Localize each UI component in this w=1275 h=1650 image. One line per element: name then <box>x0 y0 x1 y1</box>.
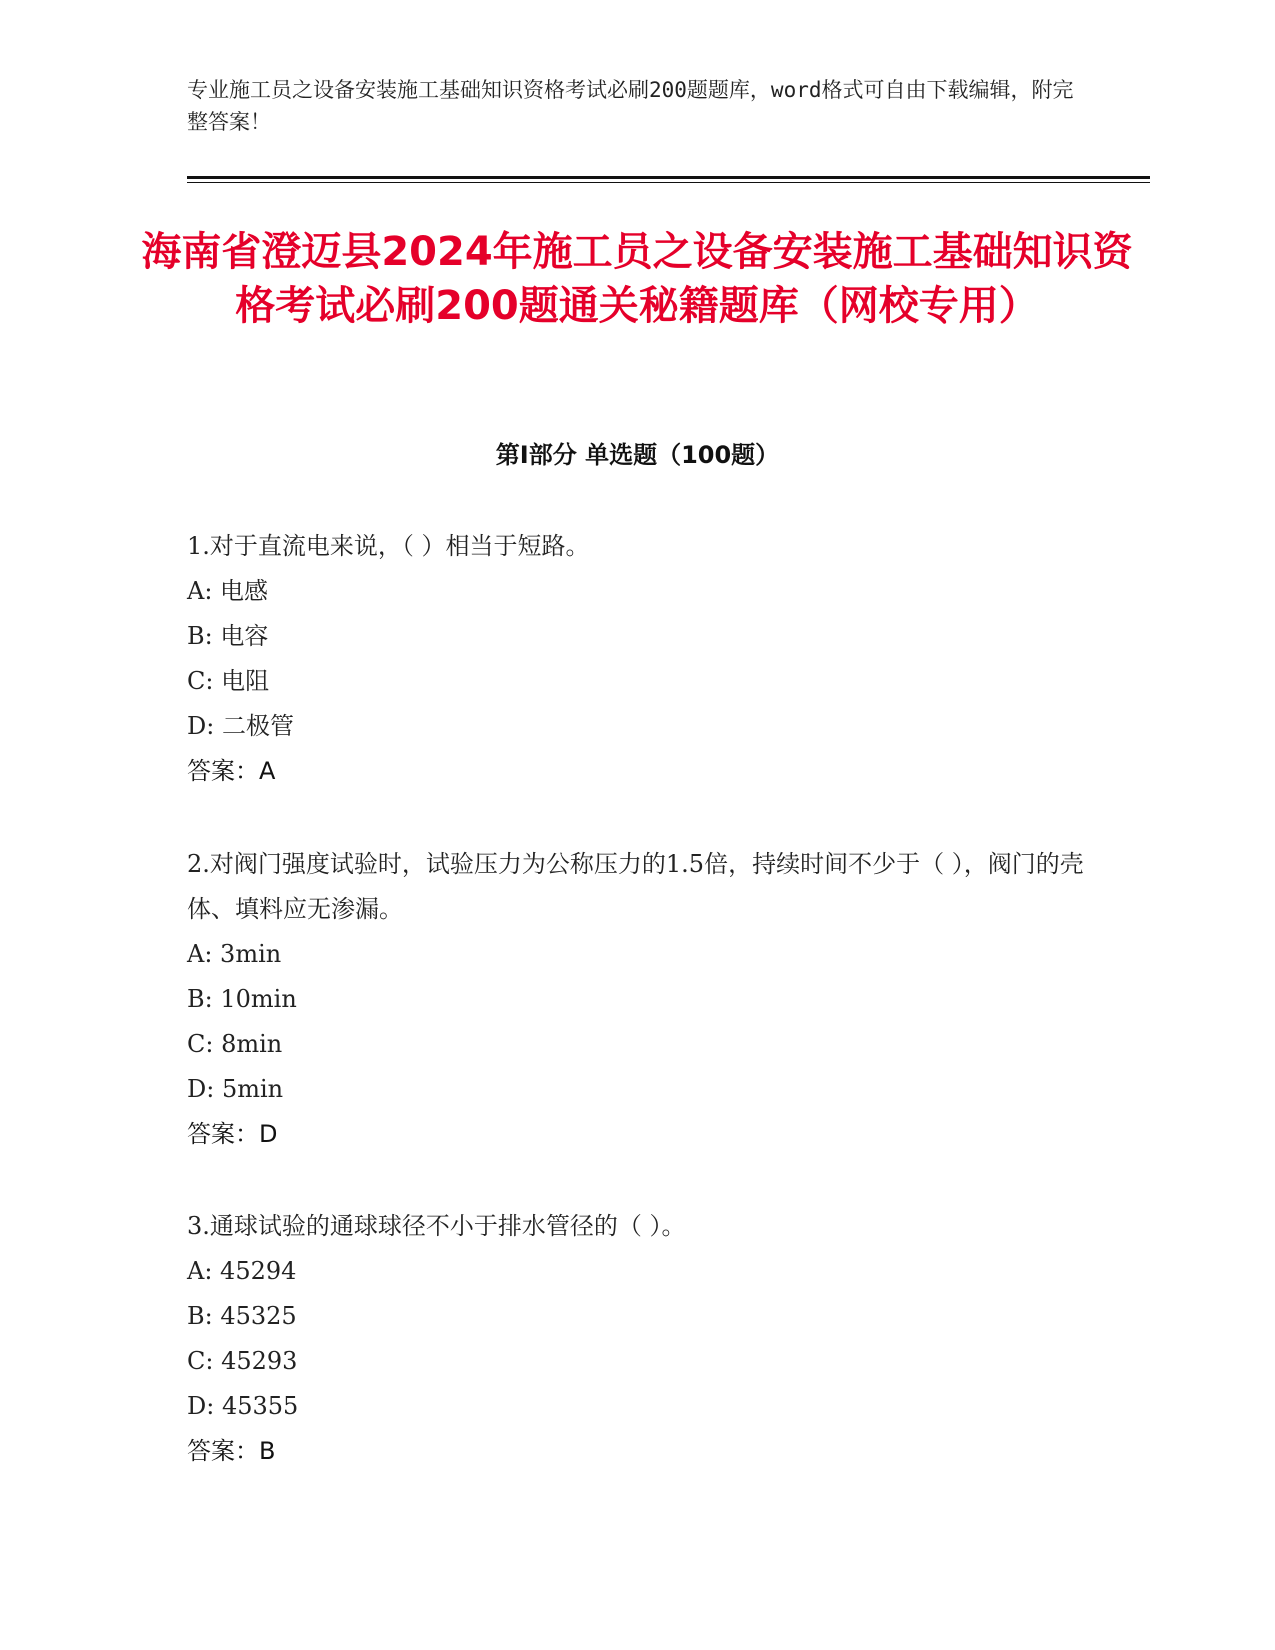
option-d: D: 5min <box>187 1075 284 1103</box>
question-block <box>187 1204 1087 1474</box>
question-stem: 1.对于直流电来说，（ ）相当于短路。 <box>187 532 590 560</box>
option-b: B: 10min <box>187 985 297 1013</box>
option-c: C: 45293 <box>187 1347 298 1375</box>
option-b: B: 45325 <box>187 1302 297 1330</box>
question-block <box>187 524 1087 794</box>
document-title: 海南省澄迈县2024年施工员之设备安装施工基础知识资格考试必刷200题通关秘籍题库（网校专用） <box>141 229 1133 329</box>
option-d: D: 二极管 <box>187 712 294 740</box>
option-b: B: 电容 <box>187 622 269 650</box>
answer-line: 答案：B <box>187 1437 276 1465</box>
answer-line: 答案：D <box>187 1120 278 1148</box>
question-block <box>187 842 1087 1157</box>
option-d: D: 45355 <box>187 1392 299 1420</box>
question-stem: 3.通球试验的通球球径不小于排水管径的（ ）。 <box>187 1212 686 1240</box>
option-a: A: 45294 <box>187 1257 297 1285</box>
answer-line: 答案：A <box>187 757 276 785</box>
option-a: A: 3min <box>187 940 282 968</box>
section-title: 第I部分 单选题（100题） <box>495 441 780 469</box>
header-divider-thin <box>187 182 1150 183</box>
option-a: A: 电感 <box>187 577 269 605</box>
question-stem: 2.对阀门强度试验时，试验压力为公称压力的1.5倍，持续时间不少于（ ），阀门的壳体、填料应无渗漏。 <box>187 850 1084 923</box>
option-c: C: 8min <box>187 1030 283 1058</box>
header-divider-thick <box>187 176 1150 179</box>
option-c: C: 电阻 <box>187 667 270 695</box>
header-note: 专业施工员之设备安装施工基础知识资格考试必刷200题题库，word格式可自由下载编辑，附完整答案！ <box>187 78 1074 134</box>
